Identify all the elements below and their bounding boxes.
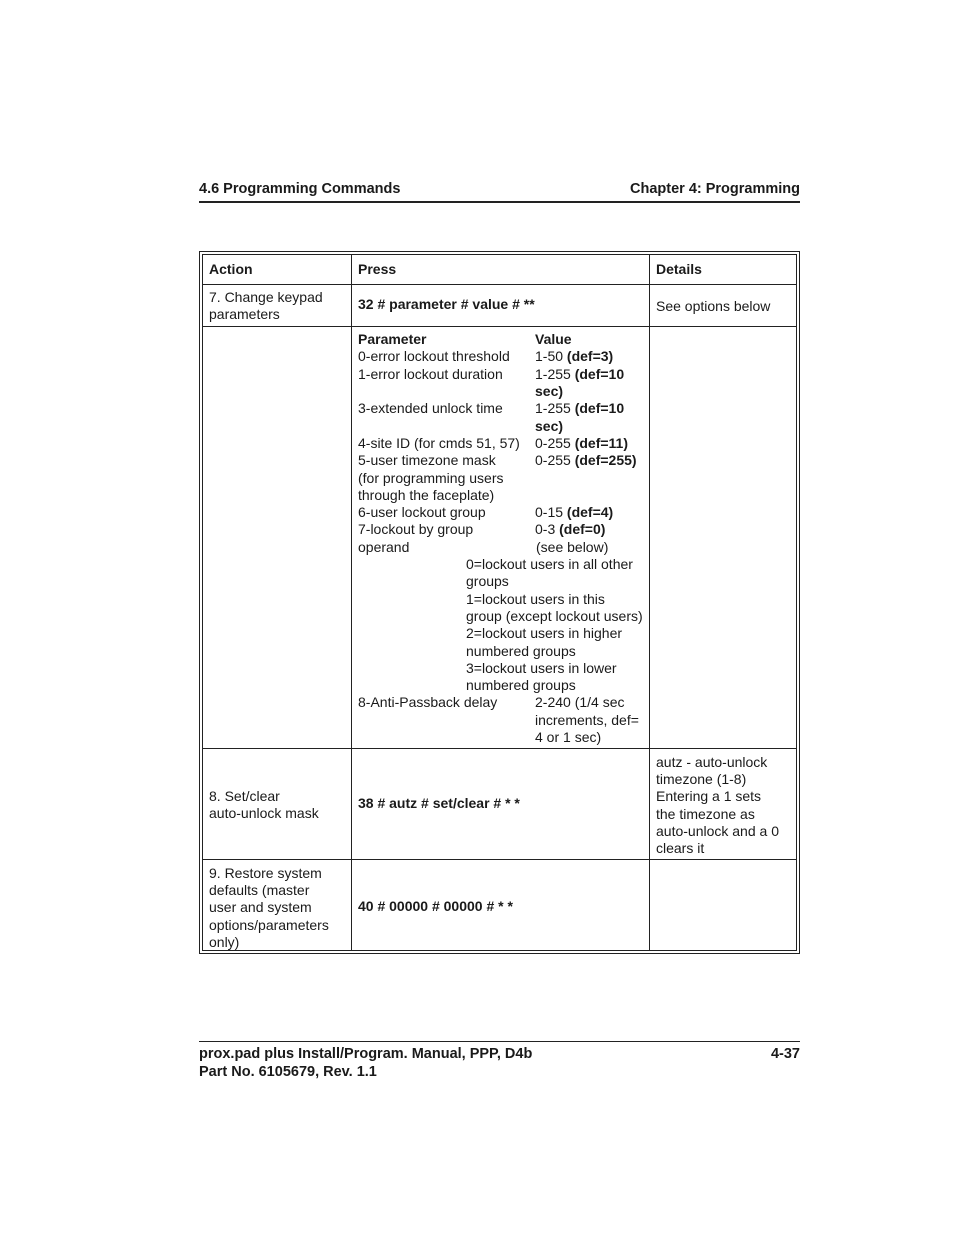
part-number: Part No. 6105679, Rev. 1.1 <box>199 1064 377 1080</box>
row8-details-line: Entering a 1 sets <box>656 788 762 804</box>
param-value: 2-240 (1/4 sec <box>535 694 625 710</box>
param-value: 1-50 (def=3) <box>535 348 614 364</box>
manual-title: prox.pad plus Install/Program. Manual, PPP, D4b <box>199 1046 533 1062</box>
param-value: 0-3 (def=0) <box>535 521 606 537</box>
chapter-title: Chapter 4: Programming <box>630 181 800 197</box>
column-divider <box>351 255 352 950</box>
row-divider <box>203 326 796 327</box>
value-header: Value <box>535 331 572 347</box>
param-value: 0-15 (def=4) <box>535 504 614 520</box>
row8-details-line: clears it <box>656 840 705 856</box>
row8-action-line: auto-unlock mask <box>209 805 319 821</box>
page-number: 4-37 <box>770 1046 800 1062</box>
param-name: 0-error lockout threshold <box>358 348 510 364</box>
row7-details: See options below <box>656 298 771 314</box>
param-name: 8-Anti-Passback delay <box>358 694 498 710</box>
param-name: 4-site ID (for cmds 51, 57) <box>358 435 520 451</box>
column-divider <box>649 255 650 950</box>
param-name: 5-user timezone mask <box>358 452 496 468</box>
param-name: 3-extended unlock time <box>358 400 503 416</box>
param-name: 6-user lockout group <box>358 504 486 520</box>
column-header-press: Press <box>358 261 397 277</box>
row8-details-line: timezone (1-8) <box>656 771 747 787</box>
column-header-details: Details <box>656 261 702 277</box>
param-name: 7-lockout by group <box>358 521 474 537</box>
row7-action-line: 7. Change keypad <box>209 289 323 305</box>
param-value: 0-255 (def=255) <box>535 452 637 468</box>
row8-action-line: 8. Set/clear <box>209 788 280 804</box>
row-divider <box>203 859 796 860</box>
row7-press: 32 # parameter # value # ** <box>358 296 535 312</box>
param-name-cont: through the faceplate) <box>358 487 495 503</box>
param-value-cont: (see below) <box>536 539 609 555</box>
operand-option: 3=lockout users in lower <box>466 660 617 676</box>
param-header: Parameter <box>358 331 427 347</box>
param-value-cont: sec) <box>535 418 564 434</box>
operand-option: numbered groups <box>466 677 576 693</box>
row8-details-line: auto-unlock and a 0 <box>656 823 779 839</box>
row-divider <box>203 748 796 749</box>
row9-action-line: options/parameters <box>209 917 329 933</box>
operand-option: 1=lockout users in this <box>466 591 605 607</box>
row9-action-line: user and system <box>209 899 312 915</box>
row8-details-line: the timezone as <box>656 806 755 822</box>
param-value: 0-255 (def=11) <box>535 435 629 451</box>
param-value: 1-255 (def=10 <box>535 400 625 416</box>
row9-action-line: 9. Restore system <box>209 865 322 881</box>
param-value: 1-255 (def=10 <box>535 366 625 382</box>
row-divider <box>203 284 796 285</box>
param-name-cont: (for programming users <box>358 470 504 486</box>
operand-option: 0=lockout users in all other <box>466 556 633 572</box>
row9-press: 40 # 00000 # 00000 # * * <box>358 898 513 914</box>
param-value-cont: increments, def= <box>535 712 639 728</box>
operand-option: numbered groups <box>466 643 576 659</box>
row8-press: 38 # autz # set/clear # * * <box>358 795 520 811</box>
param-value-cont: sec) <box>535 383 564 399</box>
page-header <box>199 181 800 203</box>
param-name-cont: operand <box>358 539 410 555</box>
column-header-action: Action <box>209 261 253 277</box>
row7-action-line: parameters <box>209 306 280 322</box>
commands-table <box>199 251 800 954</box>
row9-action-line: only) <box>209 934 240 950</box>
section-title: 4.6 Programming Commands <box>199 181 401 197</box>
param-value-cont: 4 or 1 sec) <box>535 729 602 745</box>
row9-action-line: defaults (master <box>209 882 310 898</box>
operand-option: 2=lockout users in higher <box>466 625 623 641</box>
operand-option: group (except lockout users) <box>466 608 643 624</box>
page-footer <box>199 1041 800 1080</box>
operand-option: groups <box>466 573 509 589</box>
row8-details-line: autz - auto-unlock <box>656 754 768 770</box>
param-name: 1-error lockout duration <box>358 366 503 382</box>
